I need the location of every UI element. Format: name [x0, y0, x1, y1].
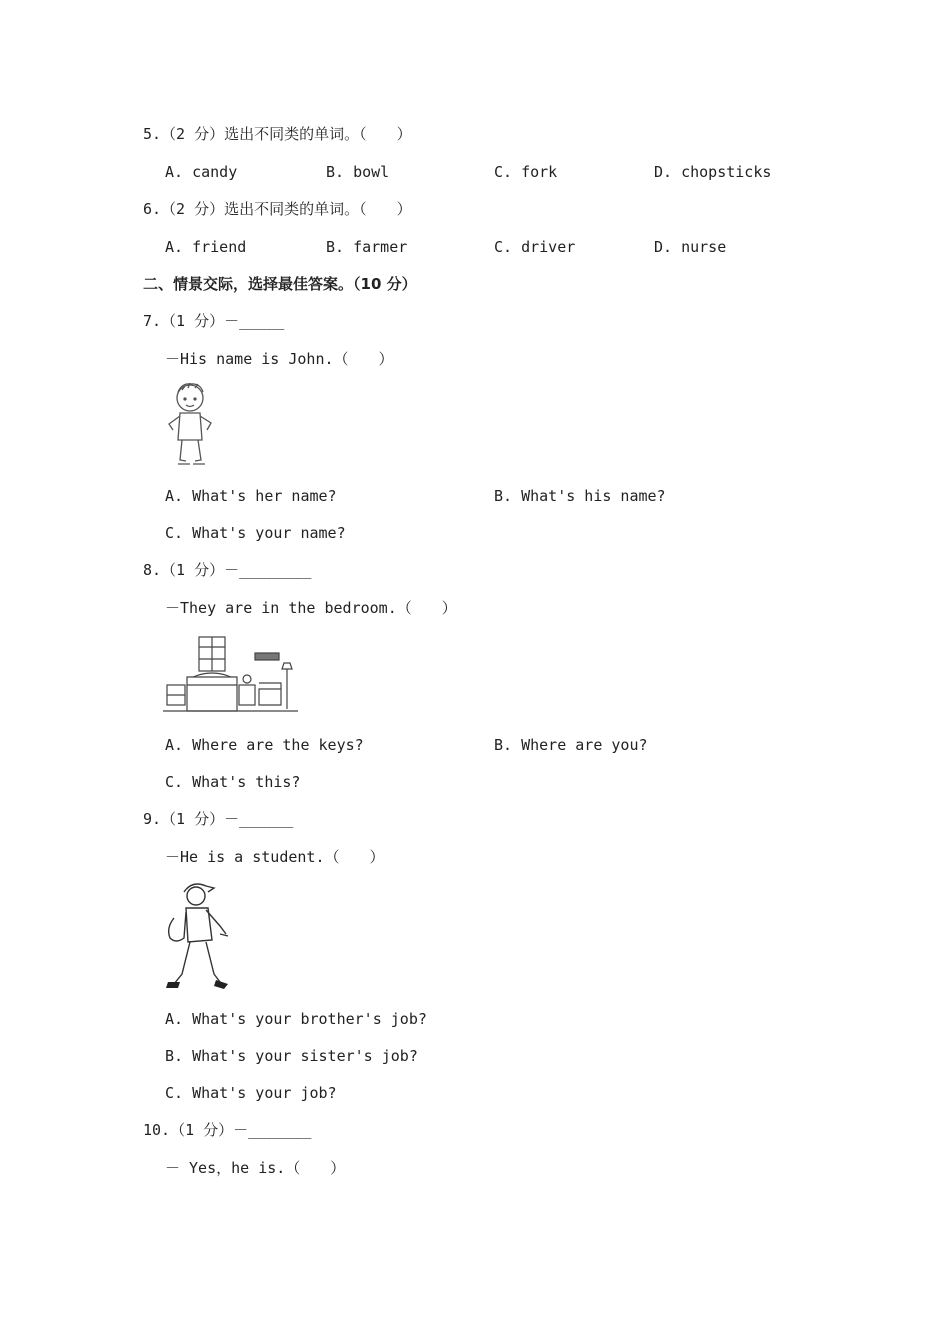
- q9-option-b: B. What's your sister's job?: [165, 1047, 418, 1065]
- q7-option-c: C. What's your name?: [165, 524, 346, 542]
- q7-option-b: B. What's his name?: [494, 487, 666, 505]
- q10-reply: － Yes，he is.（ ）: [165, 1159, 346, 1177]
- q7-stem: 7.（1 分）－_____: [143, 312, 285, 330]
- boy-figure-icon: [160, 380, 220, 468]
- q6-option-a: A. friend: [165, 238, 247, 256]
- q5-option-c: C. fork: [494, 163, 558, 181]
- q10-stem: 10.（1 分）－_______: [143, 1121, 312, 1139]
- q6-option-d: D. nurse: [654, 238, 727, 256]
- q8-option-a: A. Where are the keys?: [165, 736, 364, 754]
- q9-option-c: C. What's your job?: [165, 1084, 337, 1102]
- q9-reply: －He is a student.（ ）: [165, 848, 385, 866]
- q5-option-d: D. chopsticks: [654, 163, 772, 181]
- walking-student-icon: [162, 878, 234, 992]
- q9-stem: 9.（1 分）－______: [143, 810, 294, 828]
- q7-option-a: A. What's her name?: [165, 487, 337, 505]
- q5-stem: 5.（2 分）选出不同类的单词。（ ）: [143, 125, 412, 143]
- bedroom-scene-icon: [163, 633, 303, 713]
- q6-stem: 6.（2 分）选出不同类的单词。（ ）: [143, 200, 412, 218]
- q5-option-a: A. candy: [165, 163, 238, 181]
- q8-stem: 8.（1 分）－________: [143, 561, 312, 579]
- q8-option-b: B. Where are you?: [494, 736, 648, 754]
- q6-option-c: C. driver: [494, 238, 576, 256]
- q9-option-a: A. What's your brother's job?: [165, 1010, 427, 1028]
- q8-reply: －They are in the bedroom.（ ）: [165, 599, 457, 617]
- q5-option-b: B. bowl: [326, 163, 390, 181]
- section-2-title: 二、情景交际，选择最佳答案。（10 分）: [143, 275, 417, 293]
- q8-option-c: C. What's this?: [165, 773, 301, 791]
- q6-option-b: B. farmer: [326, 238, 408, 256]
- q7-reply: －His name is John.（ ）: [165, 350, 394, 368]
